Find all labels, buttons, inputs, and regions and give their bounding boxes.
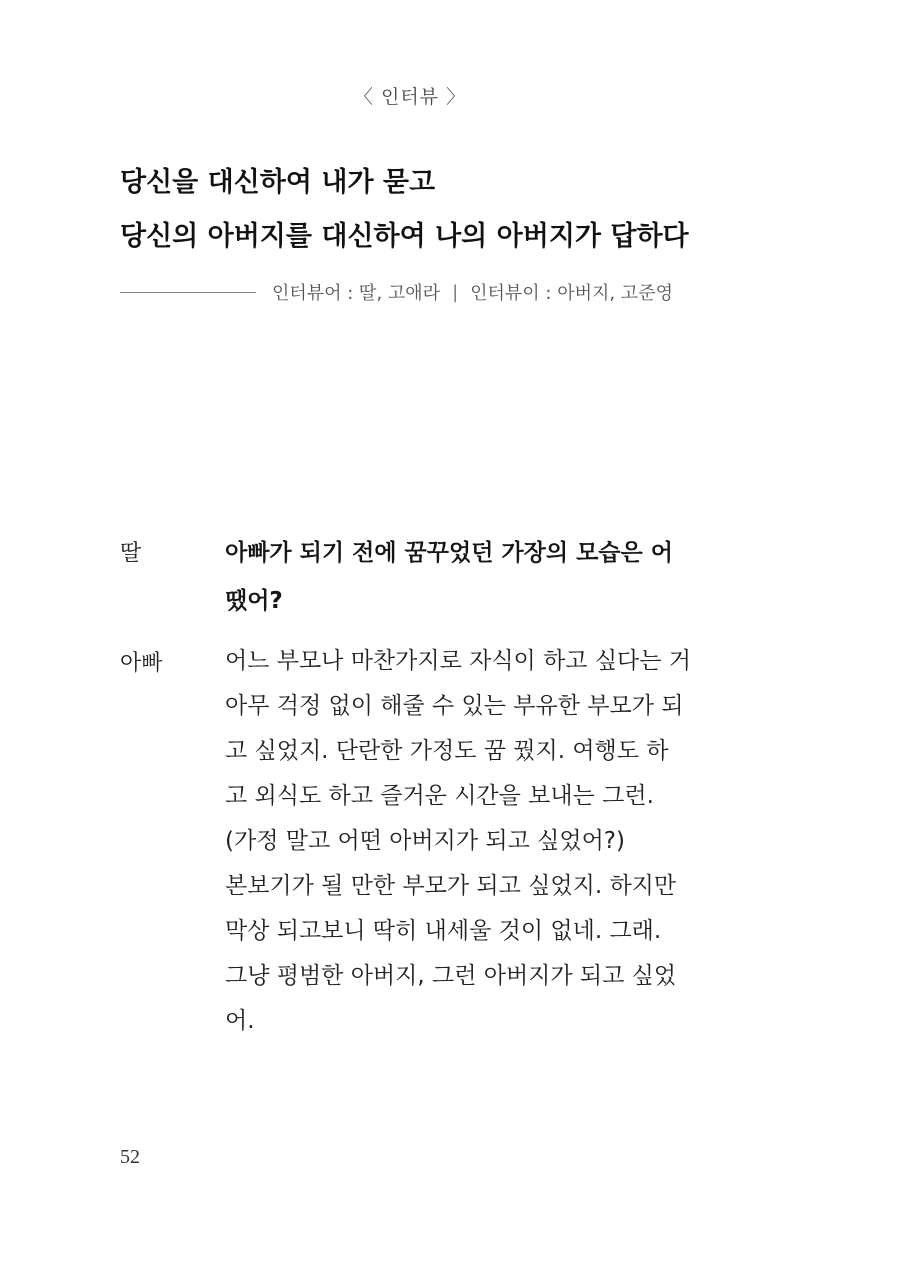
title-line-1: 당신을 대신하여 내가 묻고 <box>120 167 436 198</box>
byline-rule <box>120 292 256 293</box>
answer-line: 고 싶었지. 단란한 가정도 꿈 꿨지. 여행도 하 <box>225 738 669 764</box>
answer-line: 고 외식도 하고 즐거운 시간을 보내는 그런. <box>225 783 654 809</box>
answer-line: 막상 되고보니 딱히 내세울 것이 없네. 그래. <box>225 918 662 944</box>
title-line-2: 당신의 아버지를 대신하여 나의 아버지가 답하다 <box>120 221 689 252</box>
question-text <box>225 529 705 625</box>
answer-line: 어. <box>225 1008 255 1034</box>
question-line: 아빠가 되기 전에 꿈꾸었던 가장의 모습은 어 <box>225 540 673 566</box>
answer-text <box>225 639 705 1044</box>
byline-interviewee: 인터뷰이 : 아버지, 고준영 <box>470 283 673 304</box>
byline <box>120 278 700 306</box>
speaker-daughter: 딸 <box>120 541 142 566</box>
speaker-father: 아빠 <box>120 651 163 676</box>
answer-line: (가정 말고 어떤 아버지가 되고 싶었어?) <box>225 828 625 854</box>
page-number: 52 <box>120 1146 140 1168</box>
byline-interviewer: 인터뷰어 : 딸, 고애라 <box>272 283 441 304</box>
section-label: 〈 인터뷰 〉 <box>353 86 467 108</box>
answer-line: 본보기가 될 만한 부모가 되고 싶었지. 하지만 <box>225 873 677 899</box>
answer-line: 아무 걱정 없이 해줄 수 있는 부유한 부모가 되 <box>225 693 684 719</box>
answer-line: 그냥 평범한 아버지, 그런 아버지가 되고 싶었 <box>225 963 677 989</box>
question-line: 땠어? <box>225 588 283 614</box>
answer-line: 어느 부모나 마찬가지로 자식이 하고 싶다는 거 <box>225 648 692 674</box>
byline-separator: | <box>452 281 459 303</box>
